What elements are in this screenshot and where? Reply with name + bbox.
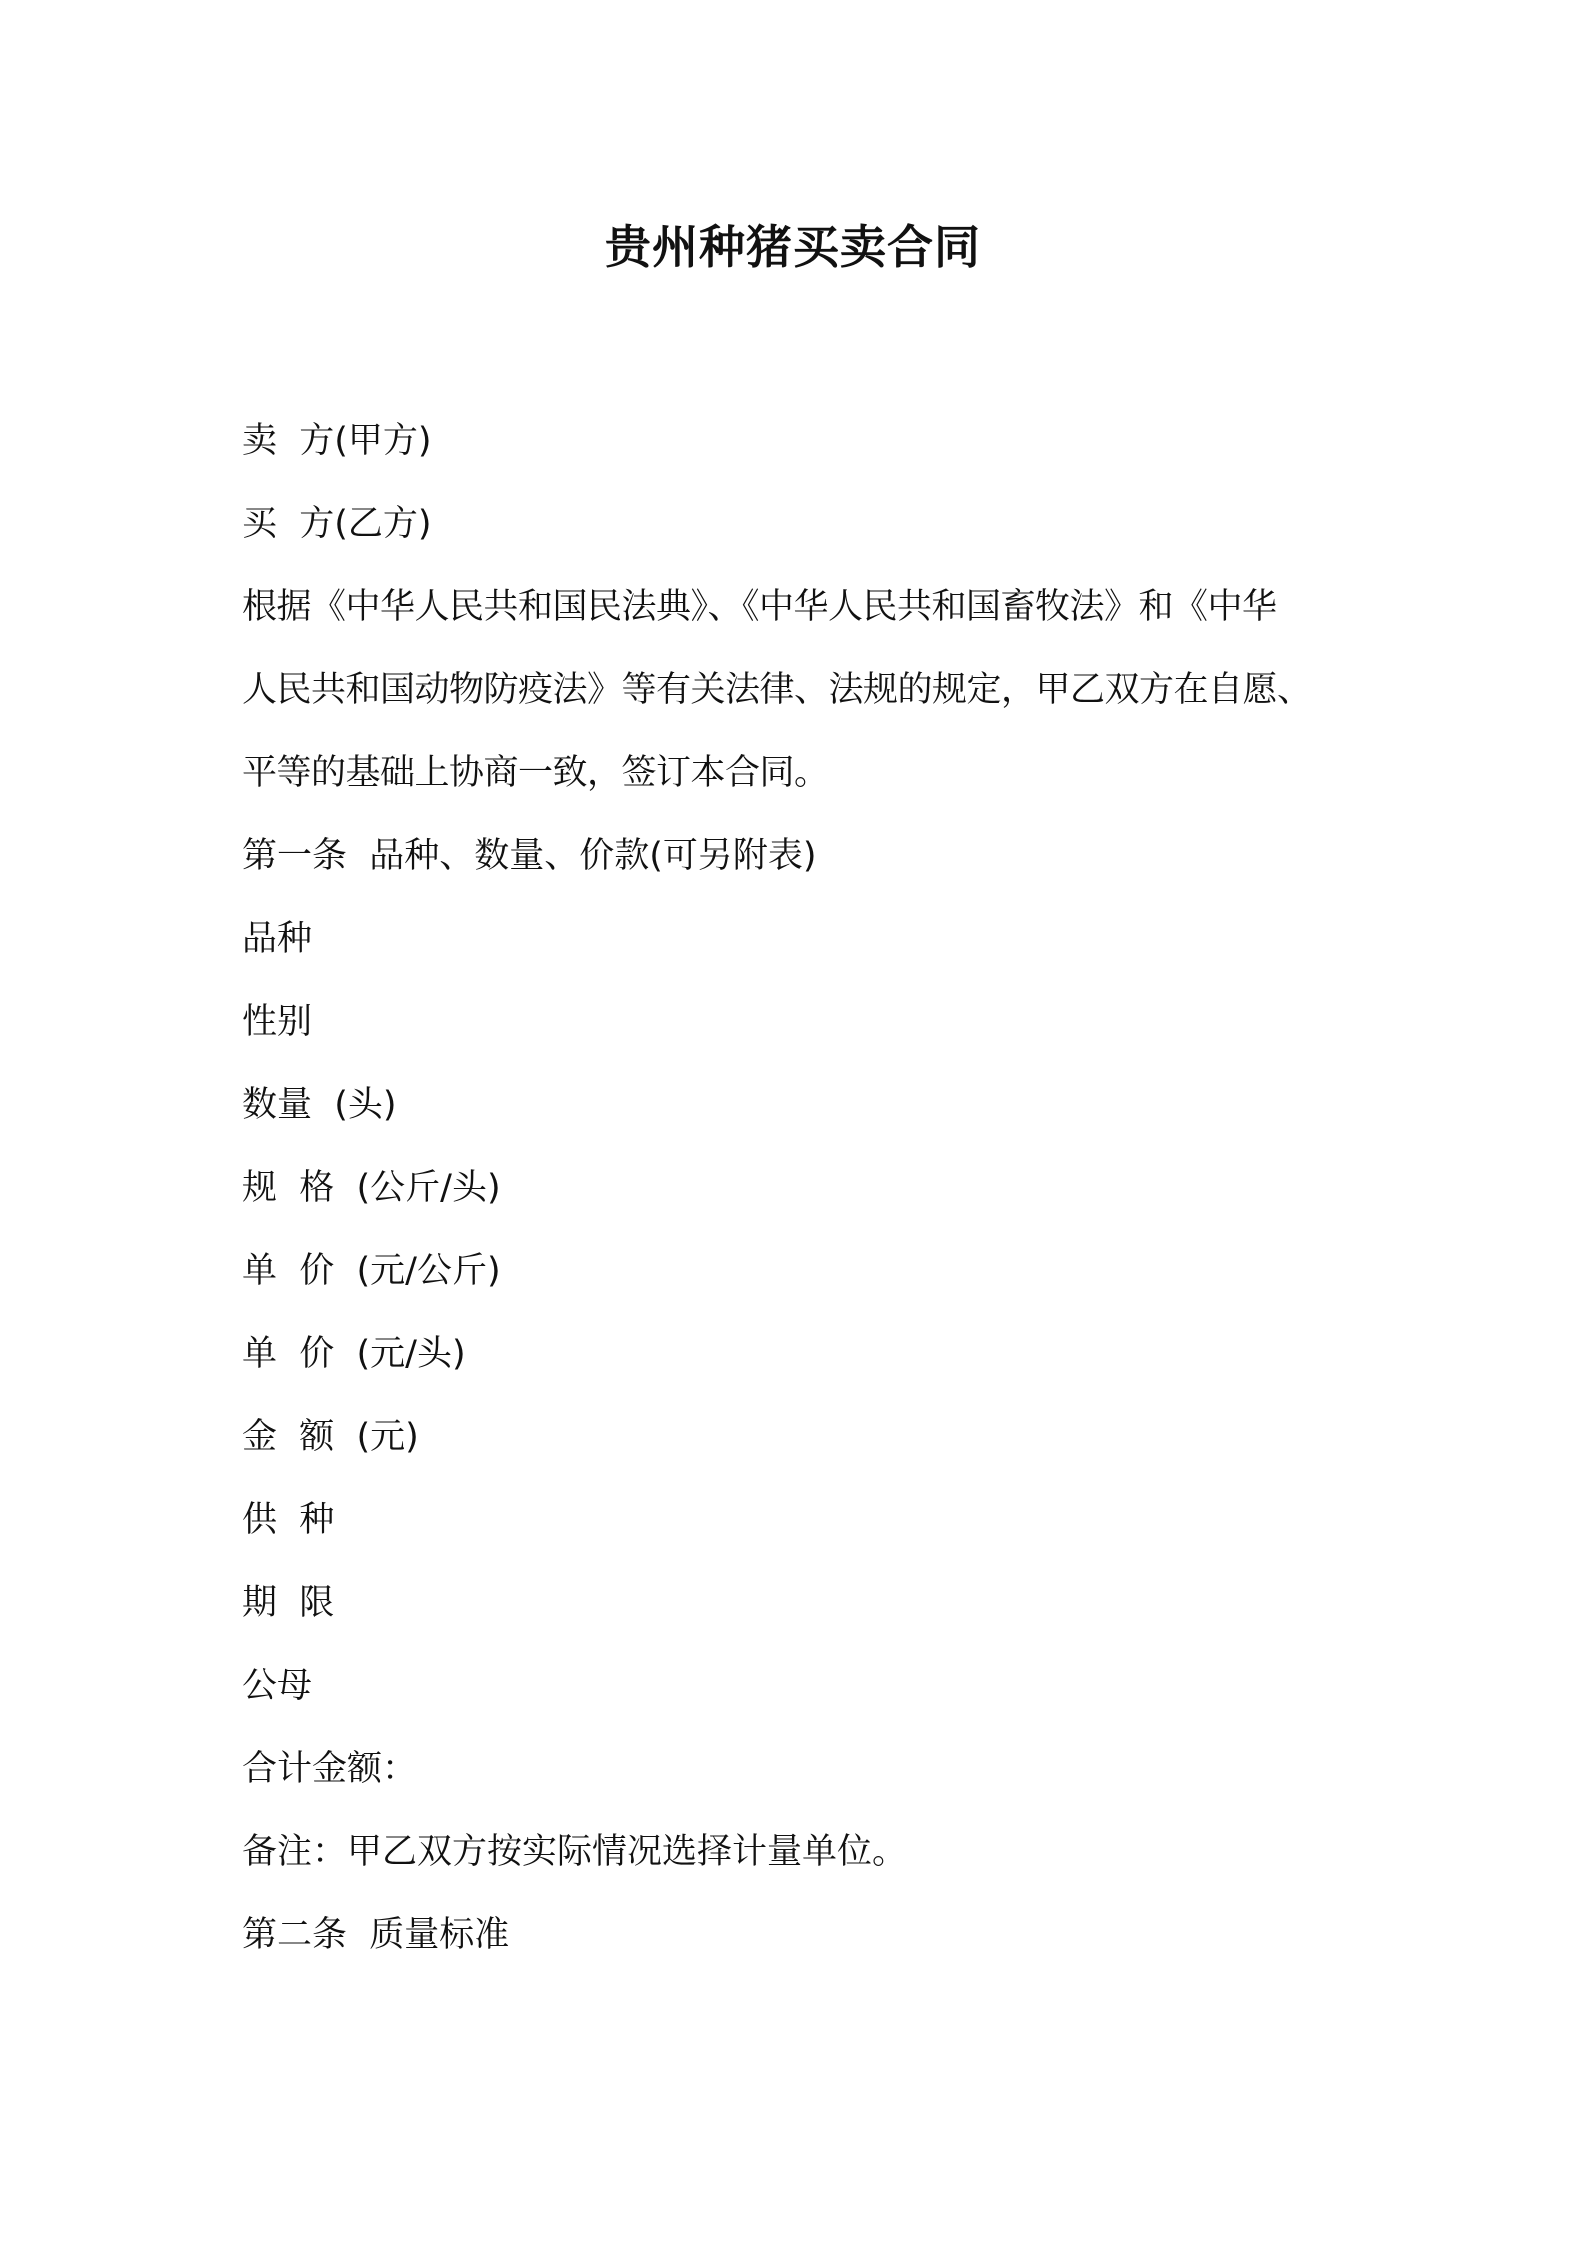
field-unit-price-kg: 单 价 (元/公斤) (242, 1251, 501, 1291)
document-title: 贵州种猪买卖合同 (605, 220, 981, 274)
buyer-line: 买 方(乙方) (242, 504, 432, 544)
field-supply: 供 种 (242, 1500, 335, 1540)
field-amount: 金 额 (元) (242, 1417, 419, 1457)
field-sex: 性别 (242, 1002, 313, 1042)
document-body (242, 400, 1362, 1977)
field-male-female: 公母 (242, 1666, 313, 1706)
field-variety: 品种 (242, 919, 313, 959)
preamble-line-2: 人民共和国动物防疫法》等有关法律、法规的规定，甲乙双方在自愿、 (242, 670, 1312, 710)
preamble-line-3: 平等的基础上协商一致，签订本合同。 (242, 753, 829, 793)
preamble-line-1: 根据《中华人民共和国民法典》、《中华人民共和国畜牧法》和《中华 (242, 587, 1277, 627)
seller-line: 卖 方(甲方) (242, 421, 432, 461)
field-total-amount: 合计金额： (242, 1749, 418, 1789)
field-term: 期 限 (242, 1583, 335, 1623)
article-2-heading: 第二条 质量标准 (242, 1915, 510, 1955)
field-spec: 规 格 (公斤/头) (242, 1168, 501, 1208)
field-quantity: 数量 (头) (242, 1085, 397, 1125)
note-line: 备注：甲乙双方按实际情况选择计量单位。 (242, 1832, 908, 1872)
field-unit-price-head: 单 价 (元/头) (242, 1334, 466, 1374)
article-1-heading: 第一条 品种、数量、价款(可另附表) (242, 836, 817, 876)
